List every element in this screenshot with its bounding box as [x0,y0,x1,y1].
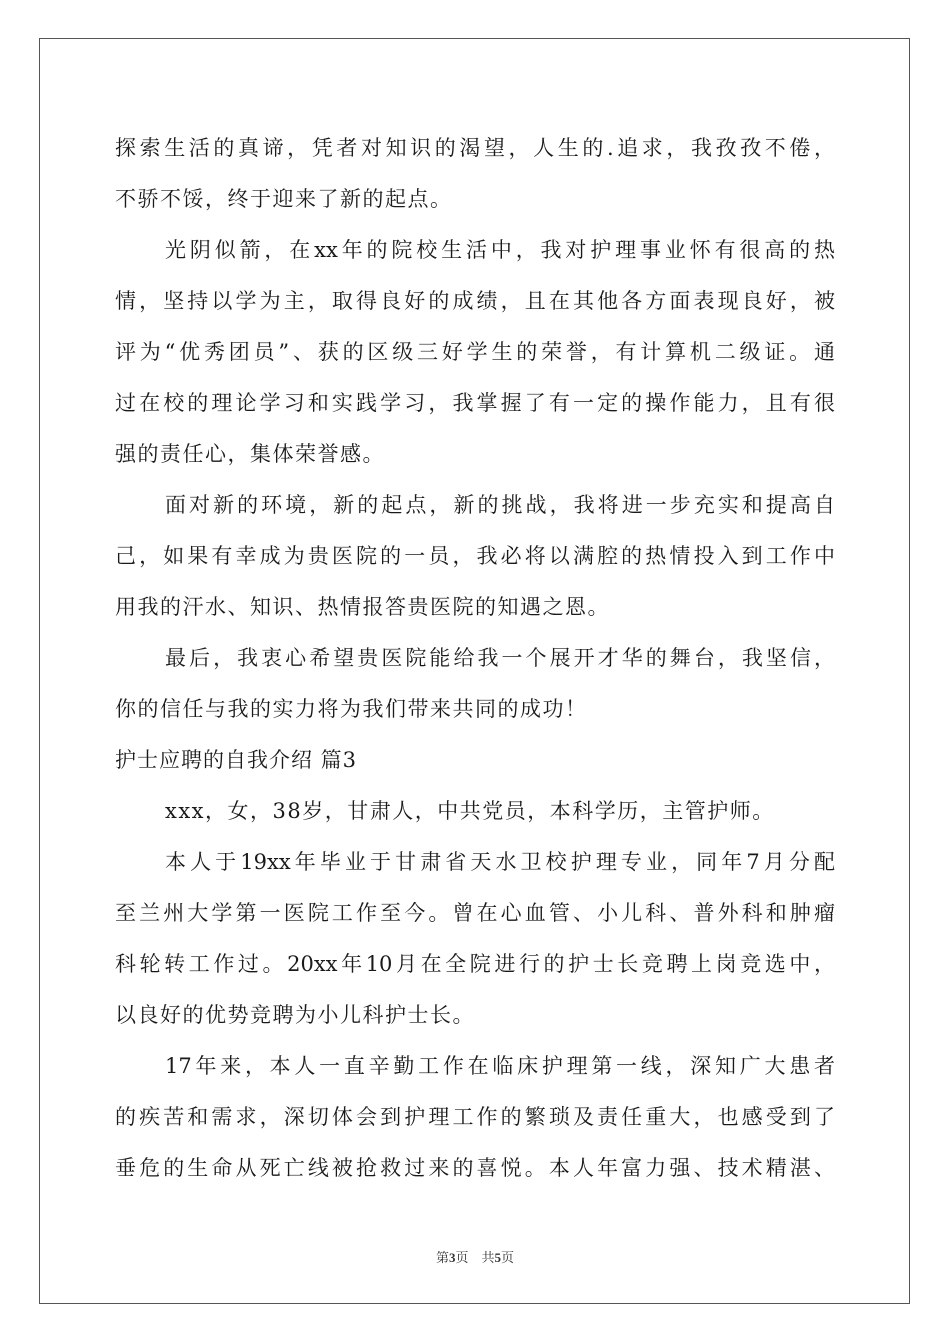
paragraph-first-line: 本人于19xx年毕业于甘肃省天水卫校护理专业，同年7月分配 [165,850,835,874]
document-body [115,123,835,1194]
page-suffix: 页 [501,1250,515,1265]
total-page-number: 5 [494,1250,501,1265]
text-line: 不骄不馁，终于迎来了新的起点。 [115,187,453,211]
page-prefix: 第 [435,1250,449,1265]
text-line: 强的责任心，集体荣誉感。 [115,442,385,466]
paragraph-first-line: 17年来，本人一直辛勤工作在临床护理第一线，深知广大患者 [165,1054,835,1078]
page-separator: 页 共 [455,1250,495,1265]
section-title: 护士应聘的自我介绍 篇3 [115,748,358,772]
text-line: 评为“优秀团员”、获的区级三好学生的荣誉，有计算机二级证。通 [115,340,835,364]
text-line: 探索生活的真谛，凭者对知识的渴望，人生的.追求，我孜孜不倦， [115,136,835,160]
paragraph-first-line: 面对新的环境，新的起点，新的挑战，我将进一步充实和提高自 [165,493,835,517]
text-line: 你的信任与我的实力将为我们带来共同的成功！ [115,697,588,721]
text-line: 垂危的生命从死亡线被抢救过来的喜悦。本人年富力强、技术精湛、 [115,1156,835,1180]
text-line: 情，坚持以学为主，取得良好的成绩，且在其他各方面表现良好，被 [115,289,835,313]
text-line: 用我的汗水、知识、热情报答贵医院的知遇之恩。 [115,595,610,619]
paragraph-first-line: 光阴似箭，在xx年的院校生活中，我对护理事业怀有很高的热 [165,238,835,262]
current-page-number: 3 [448,1250,456,1265]
paragraph-first-line: 最后，我衷心希望贵医院能给我一个展开才华的舞台，我坚信， [165,646,835,670]
page-footer [0,1247,950,1266]
paragraph-first-line: xxx，女，38岁，甘肃人，中共党员，本科学历，主管护师。 [165,799,775,823]
text-line: 的疾苦和需求，深切体会到护理工作的繁琐及责任重大，也感受到了 [115,1105,835,1129]
text-line: 过在校的理论学习和实践学习，我掌握了有一定的操作能力，且有很 [115,391,835,415]
text-line: 科轮转工作过。20xx年10月在全院进行的护士长竞聘上岗竞选中， [115,952,835,976]
text-line: 己，如果有幸成为贵医院的一员，我必将以满腔的热情投入到工作中 [115,544,835,568]
text-line: 以良好的优势竞聘为小儿科护士长。 [115,1003,475,1027]
text-line: 至兰州大学第一医院工作至今。曾在心血管、小儿科、普外科和肿瘤 [115,901,835,925]
